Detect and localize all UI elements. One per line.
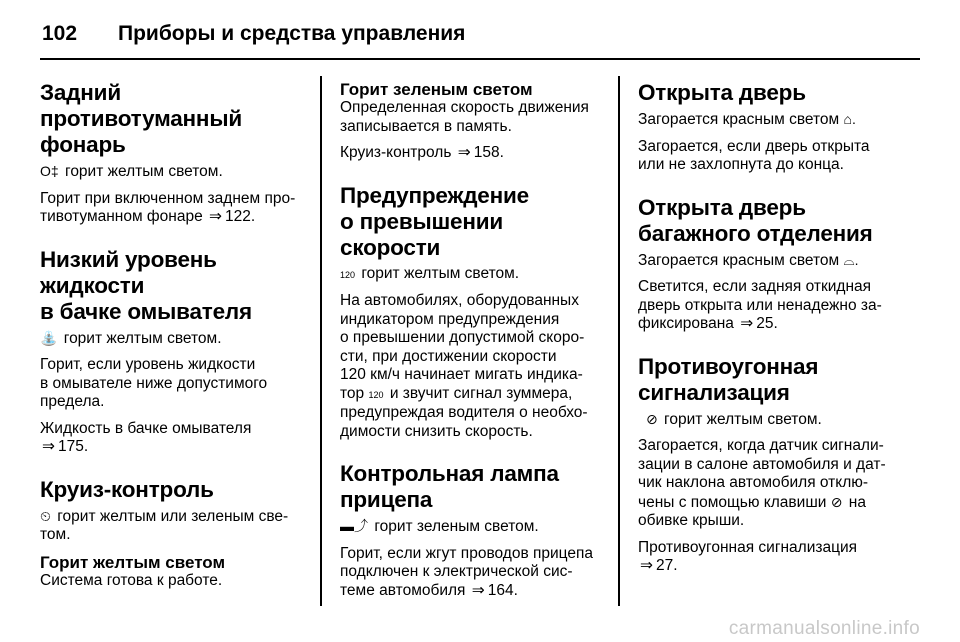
- page-number: 102: [42, 22, 78, 45]
- page-header: [42, 22, 918, 54]
- ref-link[interactable]: 25.: [756, 315, 778, 332]
- ref-arrow-icon: ⇒: [471, 581, 485, 599]
- cruise-control-icon: ⏲: [40, 507, 51, 524]
- trunk-desc: Светится, если задняя откидная дверь открыта или ненадежно за- фиксирована ⇒ 25.: [638, 278, 882, 332]
- speed-warning-status: 120 горит желтым светом.: [340, 265, 608, 285]
- fog-light-heading: Задний противотуманный фонарь: [40, 80, 242, 157]
- header-rule: [40, 58, 920, 60]
- ref-arrow-icon: ⇒: [740, 315, 754, 332]
- green-light-ref: Круиз-контроль ⇒ 158.: [340, 144, 504, 161]
- ref-link[interactable]: 175.: [58, 438, 89, 455]
- cruise-heading: Круиз-контроль: [40, 476, 214, 502]
- column-3: [638, 80, 910, 584]
- alarm-heading: Противоугонная сигнализация: [638, 353, 819, 405]
- trunk-icon: ⌓.: [843, 251, 859, 268]
- column-2: [340, 80, 608, 608]
- column-divider-2: [618, 76, 620, 606]
- speed-warning-heading: Предупреждение о превышении скорости: [340, 182, 529, 260]
- fog-light-status: O‡ горит желтым светом.: [40, 163, 223, 180]
- column-1: [40, 80, 310, 598]
- speed-warning-icon: 120: [368, 389, 384, 400]
- alarm-status: ⊘ горит желтым светом.: [646, 410, 822, 428]
- alarm-icon: ⊘: [646, 410, 658, 427]
- cruise-status: ⏲ горит желтым или зеленым све- том.: [40, 507, 289, 543]
- trailer-status: ▬⤴ горит зеленым светом.: [340, 518, 539, 535]
- washer-desc: Горит, если уровень жидкости в омывателе ниже допустимого предела.: [40, 356, 268, 410]
- green-light-desc: Определенная скорость движения записывается в память.: [340, 99, 589, 135]
- column-divider-1: [320, 76, 322, 606]
- trailer-heading: Контрольная лампа прицепа: [340, 461, 559, 512]
- ref-link[interactable]: 164.: [487, 581, 518, 599]
- green-light-subheading: Горит зеленым светом: [340, 80, 533, 99]
- trunk-status: Загорается красным светом ⌓.: [638, 251, 859, 269]
- speed-warning-icon: 120: [340, 269, 356, 280]
- trunk-heading: Открыта дверь багажного отделения: [638, 194, 873, 246]
- trailer-icon: ▬⤴: [340, 518, 368, 534]
- washer-status: ⛲ горит желтым светом.: [40, 329, 222, 347]
- alarm-icon: ⊘: [830, 493, 843, 510]
- watermark: carmanualsonline.info: [728, 618, 920, 639]
- door-icon: ⌂.: [843, 111, 856, 127]
- door-desc: Загорается, если дверь открыта или не захлопнута до конца.: [638, 137, 870, 173]
- door-heading: Открыта дверь: [638, 80, 806, 105]
- rear-fog-icon: O‡: [40, 163, 59, 179]
- washer-ref: Жидкость в бачке омывателя ⇒ 175.: [40, 419, 252, 455]
- alarm-desc: Загорается, когда датчик сигнали- зации в салоне автомобиля и дат- чик наклона автомобиля отклю- чены с помощью клавиши ⊘ на обивке крыши.: [638, 437, 886, 529]
- ref-link[interactable]: 122.: [225, 208, 256, 225]
- washer-heading: Низкий уровень жидкости в бачке омывателя: [40, 246, 252, 324]
- ref-arrow-icon: ⇒: [42, 438, 55, 455]
- ref-arrow-icon: ⇒: [640, 557, 653, 574]
- ref-link[interactable]: 158.: [473, 144, 504, 161]
- section-title: Приборы и средства управления: [118, 22, 466, 45]
- ref-arrow-icon: ⇒: [209, 208, 223, 225]
- ref-link[interactable]: 27.: [656, 557, 678, 574]
- washer-fluid-icon: ⛲: [40, 329, 58, 346]
- trailer-desc: Горит, если жгут проводов прицепа подключен к электрической сис- теме автомобиля ⇒ 164.: [340, 544, 593, 599]
- fog-light-desc: Горит при включенном заднем про- тивотуманном фонаре ⇒ 122.: [40, 189, 296, 225]
- speed-warning-desc: На автомобилях, оборудованных индикатором предупреждения о превышении допустимой скоро- сти, при достижении скорости 120 км/ч начинает мигать индика- тор 120 и звучит сигнал зуммера, предупреждая водителя о необхо- димости снизить скорость.: [340, 292, 588, 440]
- door-status: Загорается красным светом ⌂.: [638, 111, 856, 128]
- yellow-light-subheading: Горит желтым светом: [40, 552, 226, 572]
- yellow-light-desc: Система готова к работе.: [40, 571, 223, 589]
- alarm-ref: Противоугонная сигнализация ⇒ 27.: [638, 538, 858, 574]
- ref-arrow-icon: ⇒: [457, 144, 471, 161]
